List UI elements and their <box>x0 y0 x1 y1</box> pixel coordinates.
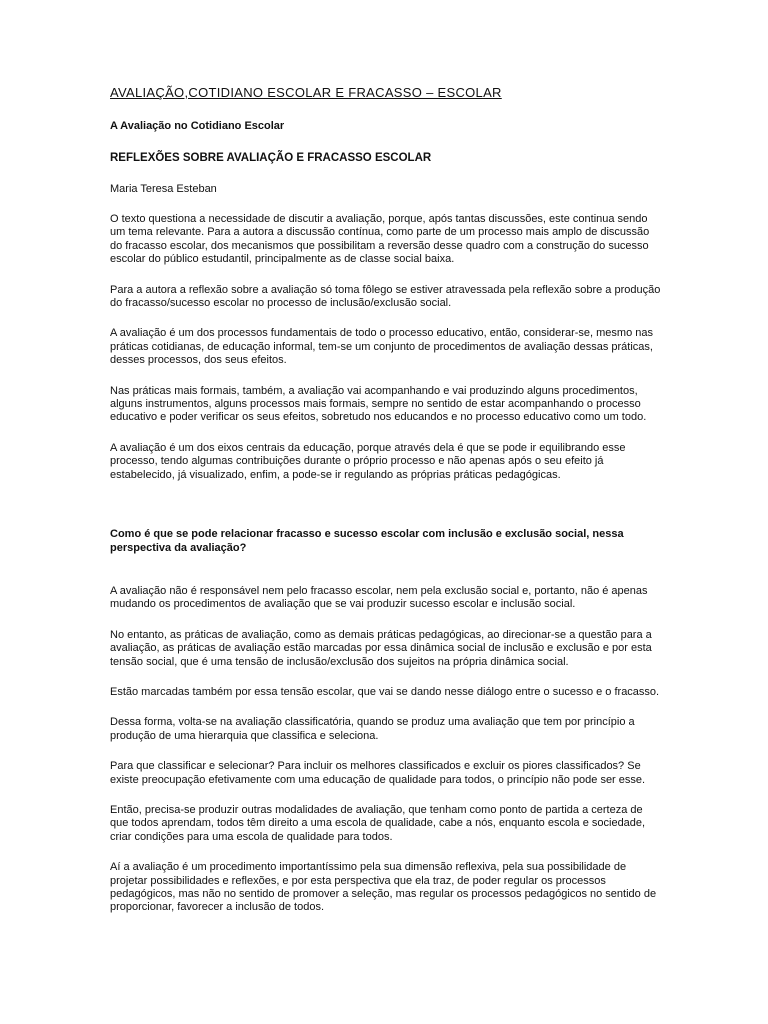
document-subtitle: A Avaliação no Cotidiano Escolar <box>110 120 285 132</box>
paragraph: Então, precisa-se produzir outras modalidades de avaliação, que tenham como ponto de partida a certeza de que todos aprendam, todos têm direito a uma escola de qualidade, cabe a nós, enquanto escola e sociedade, criar condições para uma escola de qualidade para todos. <box>110 803 646 843</box>
paragraph: A avaliação é um dos processos fundamentais de todo o processo educativo, então, considerar-se, mesmo nas práticas cotidianas, de educação informal, tem-se um conjunto de procedimentos de avaliação dessas práticas, desses processos, dos seus efeitos. <box>110 327 653 367</box>
question-heading: Como é que se pode relacionar fracasso e sucesso escolar com inclusão e exclusão social, nessa perspectiva da avaliação? <box>110 528 624 554</box>
paragraph: Dessa forma, volta-se na avaliação classificatória, quando se produz uma avaliação que tem por princípio a produção de uma hierarquia que classifica e seleciona. <box>110 716 635 742</box>
paragraph: A avaliação é um dos eixos centrais da educação, porque através dela é que se pode ir equilibrando esse processo, tendo algumas contribuições durante o próprio processo e não apenas após o seu efeito já estabelecido, já visualizado, enfim, a pode-se ir regulando as próprias práticas pedagógicas. <box>110 441 626 481</box>
paragraph: Nas práticas mais formais, também, a avaliação vai acompanhando e vai produzindo alguns procedimentos, alguns instrumentos, alguns processos mais formais, sempre no sentido de estar acompanhando o processo educativo e poder verificar os seus efeitos, sobretudo nos educandos e no processo educativo como um todo. <box>110 384 647 424</box>
paragraph: Aí a avaliação é um procedimento importantíssimo pela sua dimensão reflexiva, pela sua possibilidade de projetar possibilidades e reflexões, e por esta perspectiva que ela traz, de poder regular os processos pedagógicos, mas não no sentido de promover a seleção, mas regular os processos pedagógicos no sentido de proporcionar, favorecer a inclusão de todos. <box>110 861 657 914</box>
paragraph: O texto questiona a necessidade de discutir a avaliação, porque, após tantas discussões, este continua sendo um tema relevante. Para a autora a discussão contínua, como parte de um processo mais amplo de discussão do fracasso escolar, dos mecanismos que possibilitam a reversão desse quadro com a construção do sucesso escolar do público estudantil, principalmente as de classe social baixa. <box>110 213 650 266</box>
paragraph: A avaliação não é responsável nem pelo fracasso escolar, nem pela exclusão social e, portanto, não é apenas mudando os procedimentos de avaliação que se vai produzir sucesso escolar e inclusão social. <box>110 584 648 611</box>
author-name: Maria Teresa Esteban <box>110 183 217 195</box>
paragraph: No entanto, as práticas de avaliação, como as demais práticas pedagógicas, ao direcionar-se a questão para a avaliação, as práticas de avaliação estão marcadas por essa dinâmica social de inclusão e exclusão e por esta tensão social, que é uma tensão de inclusão/exclusão dos sujeitos na própria dinâmica social. <box>110 628 652 668</box>
paragraph: Para a autora a reflexão sobre a avaliação só toma fôlego se estiver atravessada pela reflexão sobre a produção do fracasso/sucesso escolar no processo de inclusão/exclusão social. <box>110 283 661 310</box>
paragraph: Para que classificar e selecionar? Para incluir os melhores classificados e excluir os piores classificados? Se existe preocupação efetivamente com uma educação de qualidade para todos, o princípio não pode ser esse. <box>110 760 646 786</box>
paragraph: Estão marcadas também por essa tensão escolar, que vai se dando nesse diálogo entre o sucesso e o fracasso. <box>110 685 660 698</box>
section-title: REFLEXÕES SOBRE AVALIAÇÃO E FRACASSO ESCOLAR <box>110 152 432 164</box>
document-body <box>110 84 662 932</box>
document-title: AVALIAÇÃO,COTIDIANO ESCOLAR E FRACASSO – ESCOLAR <box>110 85 502 100</box>
